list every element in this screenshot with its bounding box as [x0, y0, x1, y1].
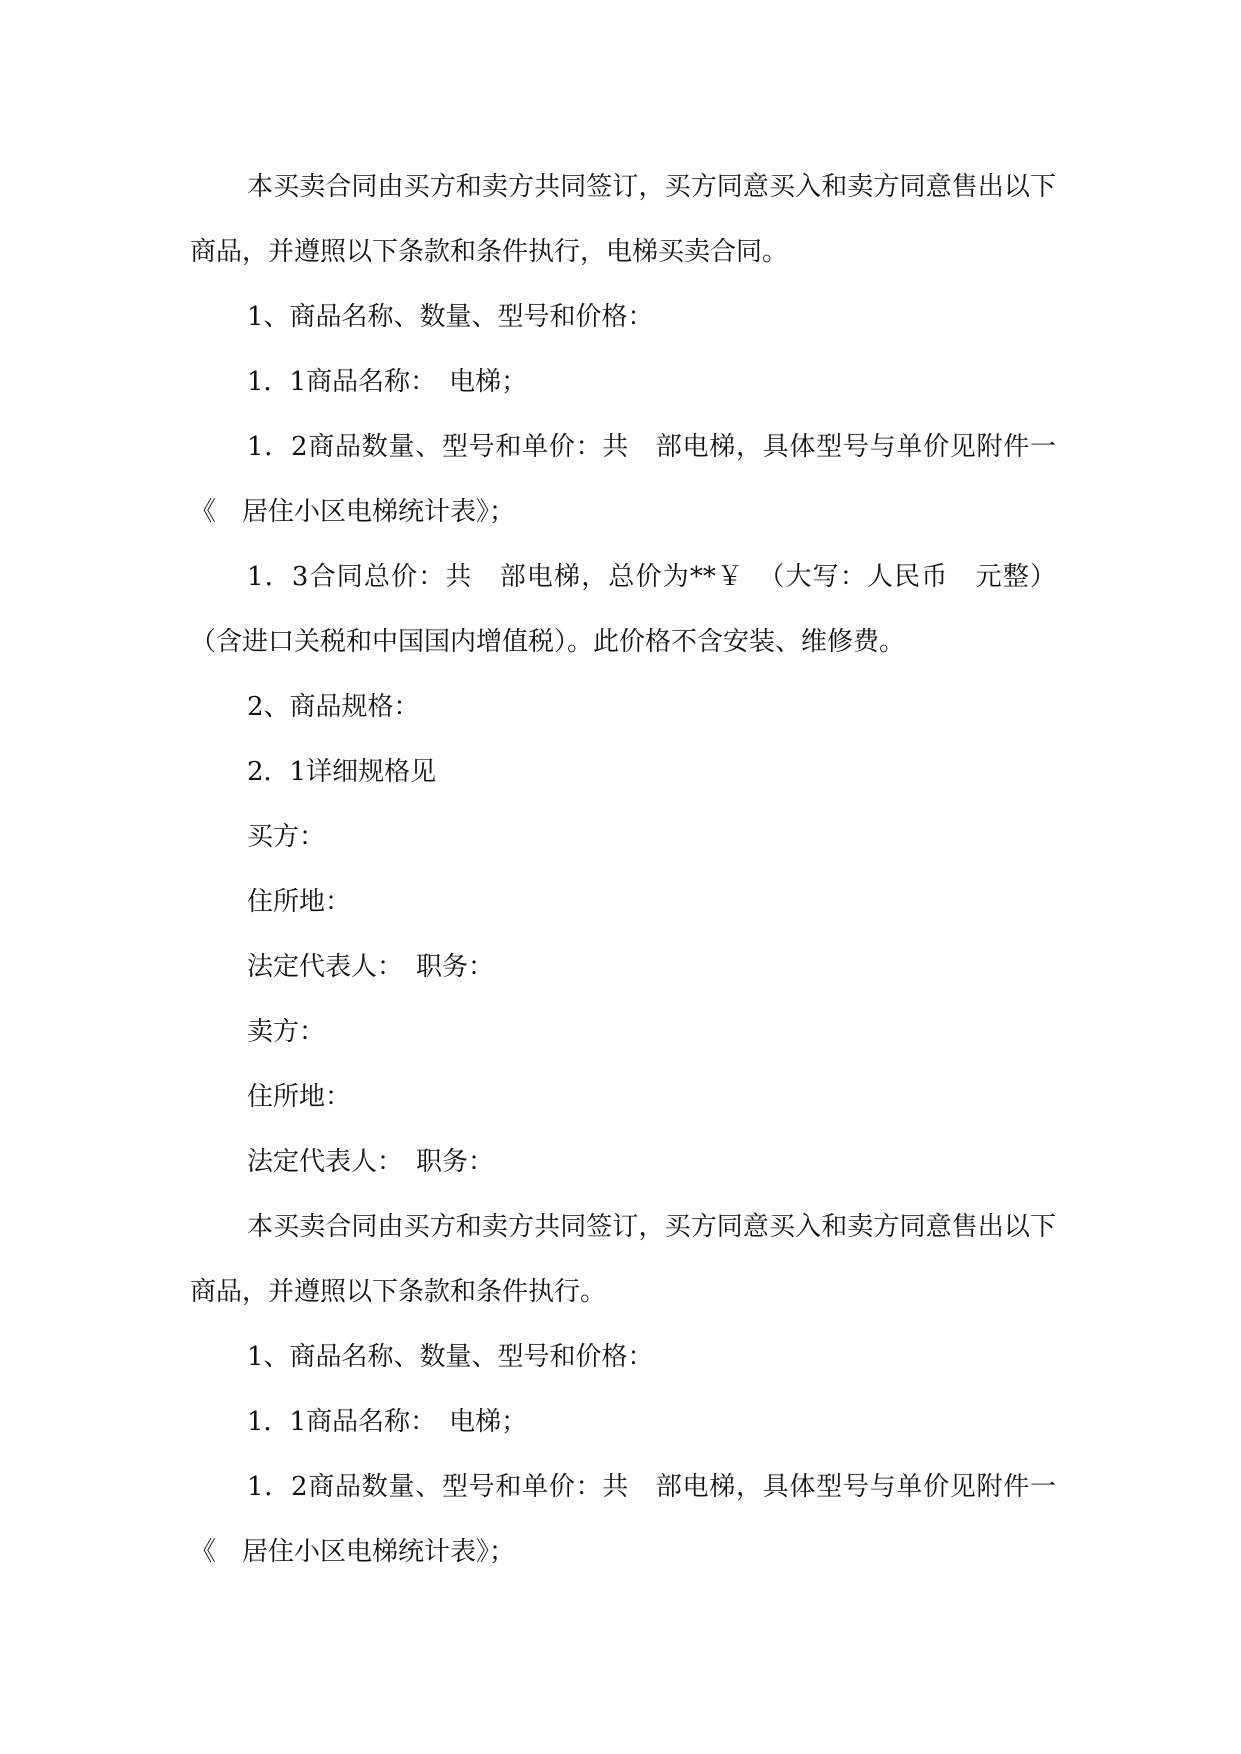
buyer-label: 买方： [247, 822, 326, 852]
heading-section-2: 2、商品规格： [247, 692, 420, 722]
buyer-address-label: 住所地： [247, 887, 352, 917]
document-body [190, 155, 1056, 1585]
clause-1-2: 1．2商品数量、型号和单价：共 部电梯，具体型号与单价见附件一《 居住小区电梯统计表》； [190, 432, 1056, 527]
clause-1-1: 1．1商品名称： 电梯； [247, 367, 528, 397]
clause-1-2-repeat: 1．2商品数量、型号和单价：共 部电梯，具体型号与单价见附件一《 居住小区电梯统计表》； [190, 1472, 1056, 1567]
seller-label: 卖方： [247, 1017, 326, 1047]
clause-1-1-repeat: 1．1商品名称： 电梯； [247, 1407, 528, 1437]
heading-section-1-repeat: 1、商品名称、数量、型号和价格： [247, 1342, 654, 1372]
clause-2-1: 2．1详细规格见 [247, 757, 437, 787]
seller-address-label: 住所地： [247, 1082, 352, 1112]
buyer-representative-label: 法定代表人： 职务： [247, 952, 495, 982]
clause-1-3: 1．3合同总价：共 部电梯，总价为**￥ （大写：人民币 元整）（含进口关税和中国国内增值税）。此价格不含安装、维修费。 [190, 562, 1056, 657]
seller-representative-label: 法定代表人： 职务： [247, 1147, 495, 1177]
heading-section-1: 1、商品名称、数量、型号和价格： [247, 302, 654, 332]
paragraph-intro-repeat: 本买卖合同由买方和卖方共同签订，买方同意买入和卖方同意售出以下商品，并遵照以下条款和条件执行。 [190, 1212, 1056, 1307]
paragraph-intro: 本买卖合同由买方和卖方共同签订，买方同意买入和卖方同意售出以下商品，并遵照以下条款和条件执行，电梯买卖合同。 [190, 172, 1056, 267]
